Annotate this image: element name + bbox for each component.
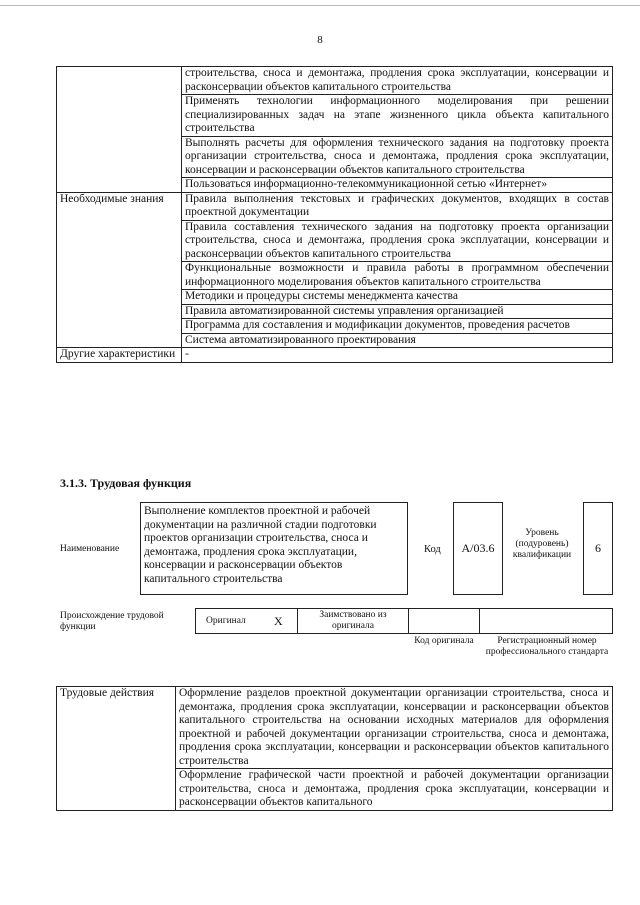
row-item: Функциональные возможности и правила работы в программном обеспечении информационного моделирования объектов капитального строительства (182, 262, 613, 290)
original-mark: X (274, 614, 283, 628)
row-item: Правила составления технического задания на подготовку проекта организации строительства, сноса и демонтажа, продления срока эксплуатации, консервации и расконсервации объектов капитального строительства (182, 220, 613, 262)
labor-actions-table (56, 686, 613, 811)
table-row (57, 67, 613, 95)
table-row (57, 687, 613, 769)
row-label: Необходимые знания (57, 192, 182, 348)
level-value: 6 (583, 502, 613, 595)
row-item: Оформление разделов проектной документации организации строительства, сноса и демонтажа, продления срока эксплуатации, консервации и расконсервации объектов капитального строительства на основании исходных материалов для оформления проектной и рабочей документации организации строительства, сноса и демонтажа, продления срока эксплуатации, консервации и расконсервации объектов капитального строительства (176, 687, 613, 769)
row-item: Выполнять расчеты для оформления технического задания на подготовку проекта организации строительства, сноса и демонтажа, продления срока эксплуатации, консервации и расконсервации объектов капитального строительства (182, 136, 613, 178)
level-label: Уровень (подуровень) квалификации (512, 528, 572, 560)
borrowed-label: Заимствовано из оригинала (297, 608, 409, 634)
row-item: Программа для составления и модификации документов, проведения расчетов (182, 319, 613, 334)
row-item: строительства, сноса и демонтажа, продления срока эксплуатации, консервации и расконсервации объектов капитального строительства (182, 67, 613, 95)
name-label: Наименование (60, 544, 120, 554)
reg-number-cell (479, 608, 613, 634)
function-code-value: А/03.6 (453, 502, 503, 595)
row-item: Пользоваться информационно-телекоммуникационной сетью «Интернет» (182, 178, 613, 193)
row-item: Система автоматизированного проектирования (182, 333, 613, 348)
reg-caption: Регистрационный номер профессионального стандарта (485, 636, 609, 657)
function-name-value: Выполнение комплектов проектной и рабочей документации на различной стадии подготовки проектов организации строительства, сноса и демонтажа, продления срока эксплуатации, консервации и расконсервации объектов капитального строительства (140, 502, 408, 595)
row-item: Методики и процедуры системы менеджмента качества (182, 290, 613, 305)
table-row (57, 192, 613, 220)
top-scan-line (0, 5, 640, 6)
row-item: Оформление графической части проектной и рабочей документации организации строительства, сноса и демонтажа, продления срока эксплуатации, консервации и расконсервации объектов капитального (176, 769, 613, 811)
table-row (57, 348, 613, 363)
code-label: Код (424, 544, 441, 555)
section-heading: 3.1.3. Трудовая функция (60, 476, 192, 490)
origin-label: Происхождение трудовой функции (60, 611, 164, 632)
row-label: Другие характеристики (57, 348, 182, 363)
row-label: Трудовые действия (57, 687, 176, 811)
row-item: Правила выполнения текстовых и графических документов, входящих в состав проектной документации (182, 192, 613, 220)
row-item: Правила автоматизированной системы управления организацией (182, 304, 613, 319)
row-label (57, 67, 182, 193)
row-item: Применять технологии информационного моделирования при решении специализированных задач на этапе жизненного цикла объекта капитального строительства (182, 95, 613, 137)
original-code-cell (408, 608, 480, 634)
skills-knowledge-table (56, 66, 613, 363)
code-caption: Код оригинала (414, 636, 474, 646)
row-item: - (182, 348, 613, 363)
original-label: Оригинал (206, 616, 246, 626)
page-number: 8 (317, 34, 323, 46)
original-cell (195, 608, 298, 634)
